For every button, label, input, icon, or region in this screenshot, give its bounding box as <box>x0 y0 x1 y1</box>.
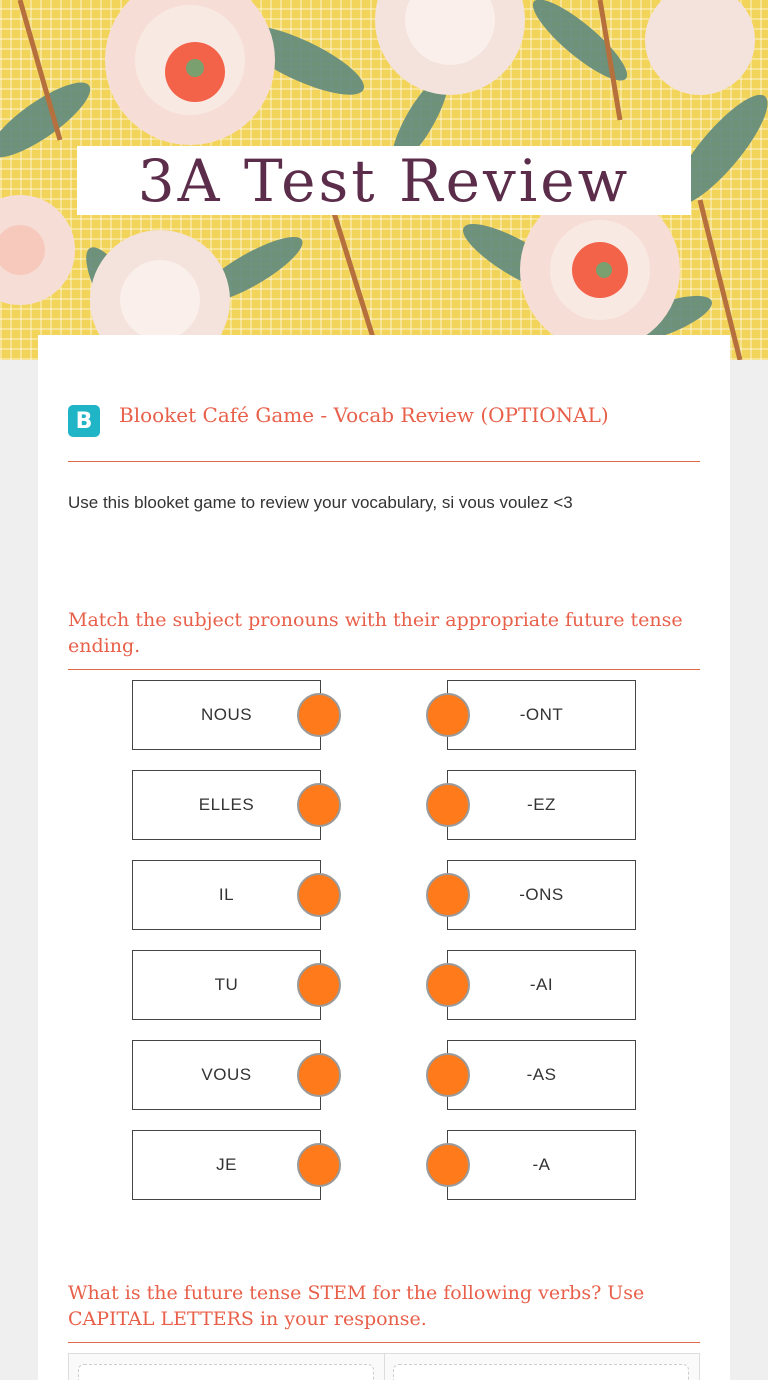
stem-answer-table <box>68 1353 700 1380</box>
blooket-link[interactable]: Blooket Café Game - Vocab Review (OPTIONAL) <box>119 403 609 427</box>
column-divider <box>384 1354 385 1380</box>
match-right-item[interactable]: -A <box>447 1130 636 1200</box>
match-left-item[interactable]: IL <box>132 860 321 930</box>
match-right-item[interactable]: -ONT <box>447 680 636 750</box>
match-right-connector[interactable] <box>426 873 470 917</box>
title-box <box>77 146 691 215</box>
match-left-connector[interactable] <box>297 1143 341 1187</box>
match-left-item[interactable]: ELLES <box>132 770 321 840</box>
match-right-connector[interactable] <box>426 783 470 827</box>
worksheet-card <box>38 335 730 1380</box>
blooket-description: Use this blooket game to review your vocabulary, si vous voulez <3 <box>68 493 573 512</box>
header-banner <box>0 0 768 360</box>
stem-answer-cell[interactable] <box>78 1364 374 1380</box>
section-divider <box>68 669 700 670</box>
match-left-item[interactable]: TU <box>132 950 321 1020</box>
stem-question-prompt: What is the future tense STEM for the following verbs? Use CAPITAL LETTERS in your response. <box>68 1282 645 1330</box>
match-left-connector[interactable] <box>297 1053 341 1097</box>
section-divider <box>68 1342 700 1343</box>
match-left-connector[interactable] <box>297 963 341 1007</box>
match-right-connector[interactable] <box>426 693 470 737</box>
match-right-item[interactable]: -ONS <box>447 860 636 930</box>
match-left-item[interactable]: JE <box>132 1130 321 1200</box>
match-right-item[interactable]: -EZ <box>447 770 636 840</box>
match-right-item[interactable]: -AI <box>447 950 636 1020</box>
matching-question-prompt: Match the subject pronouns with their appropriate future tense ending. <box>68 609 683 657</box>
blooket-icon: B <box>68 405 100 437</box>
match-left-item[interactable]: VOUS <box>132 1040 321 1110</box>
match-right-connector[interactable] <box>426 1143 470 1187</box>
match-right-item[interactable]: -AS <box>447 1040 636 1110</box>
match-right-connector[interactable] <box>426 963 470 1007</box>
match-right-connector[interactable] <box>426 1053 470 1097</box>
section-divider <box>68 461 700 462</box>
match-left-connector[interactable] <box>297 783 341 827</box>
match-left-connector[interactable] <box>297 873 341 917</box>
match-left-connector[interactable] <box>297 693 341 737</box>
match-left-item[interactable]: NOUS <box>132 680 321 750</box>
stem-answer-cell[interactable] <box>393 1364 689 1380</box>
page-title: 3A Test Review <box>137 146 631 215</box>
